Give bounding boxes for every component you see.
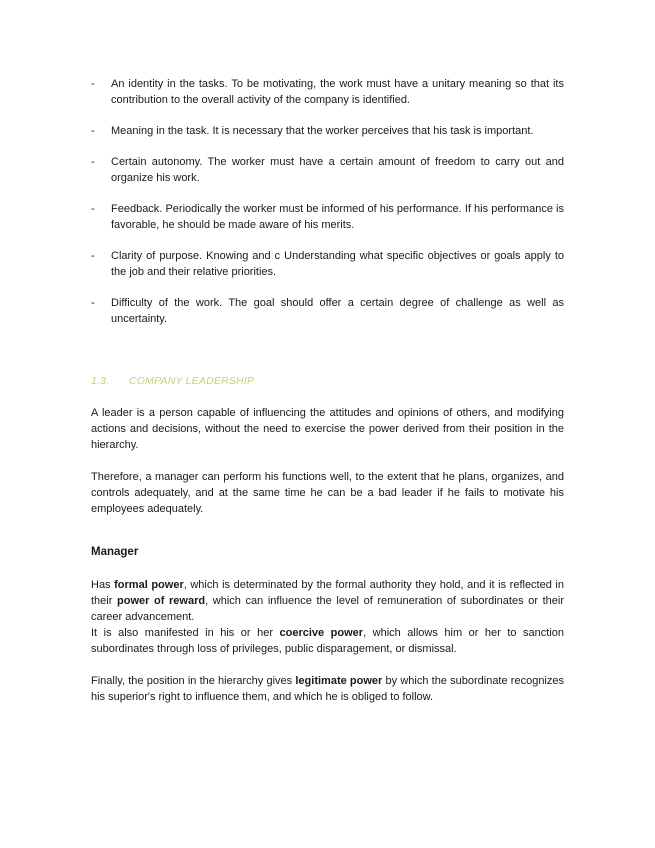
text-run: , which is determinated by the formal authority they hold, and it is reflected in their bbox=[91, 579, 564, 607]
bullet-item bbox=[91, 201, 564, 233]
text-run: Has bbox=[91, 579, 115, 591]
bullet-item bbox=[91, 248, 564, 280]
bullet-marker: - bbox=[91, 250, 95, 262]
term-coercive-power: coercive power bbox=[279, 627, 364, 639]
bullet-marker: - bbox=[91, 78, 95, 90]
paragraph-manager-vs-leader: Therefore, a manager can perform his functions well, to the extent that he plans, organizes, and controls adequately, and at the same time he can be a bad leader if he fails to motivate his employees adequately. bbox=[91, 471, 564, 515]
bullet-item bbox=[91, 295, 564, 327]
term-legitimate-power: legitimate power bbox=[295, 675, 383, 687]
bullet-item bbox=[91, 76, 564, 108]
text-run: , which allows him or her to sanction subordinates through loss of privileges, public disparagement, or dismissal. bbox=[91, 627, 565, 655]
bullet-text: Difficulty of the work. The goal should offer a certain degree of challenge as well as uncertainty. bbox=[111, 297, 564, 325]
bullet-item bbox=[91, 123, 564, 139]
paragraph-leader-definition: A leader is a person capable of influencing the attitudes and opinions of others, and modifying actions and decisions, without the need to exercise the power derived from their position in the hierarchy. bbox=[91, 407, 564, 451]
paragraph-formal-power bbox=[91, 577, 564, 625]
paragraph-legitimate-power bbox=[91, 673, 564, 705]
bullet-text: Certain autonomy. The worker must have a certain amount of freedom to carry out and organize his work. bbox=[111, 156, 564, 184]
bullet-marker: - bbox=[91, 156, 95, 168]
paragraph-coercive-power bbox=[91, 625, 564, 657]
section-number: 1.3. bbox=[91, 375, 110, 387]
bullet-text: Clarity of purpose. Knowing and c Understanding what specific objectives or goals apply to the job and their relative priorities. bbox=[111, 250, 564, 278]
bullet-marker: - bbox=[91, 125, 95, 137]
text-run: Finally, the position in the hierarchy gives bbox=[91, 675, 296, 687]
bullet-list bbox=[91, 76, 564, 342]
bullet-item bbox=[91, 154, 564, 186]
bullet-text: Feedback. Periodically the worker must be informed of his performance. If his performance is favorable, he should be made aware of his merits. bbox=[111, 203, 564, 231]
text-run: , which can influence the level of remuneration of subordinates or their career advancement. bbox=[91, 595, 564, 623]
term-power-of-reward: power of reward bbox=[117, 595, 206, 607]
text-run: by which the subordinate recognizes his superior's right to influence them, and which he is obliged to follow. bbox=[91, 675, 564, 703]
bullet-text: Meaning in the task. It is necessary that the worker perceives that his task is important. bbox=[111, 125, 534, 137]
bullet-marker: - bbox=[91, 297, 95, 309]
section-heading bbox=[91, 375, 254, 387]
bullet-marker: - bbox=[91, 203, 95, 215]
manager-heading: Manager bbox=[91, 546, 139, 558]
section-title: COMPANY LEADERSHIP bbox=[129, 375, 255, 387]
text-run: It is also manifested in his or her bbox=[91, 627, 280, 639]
term-formal-power: formal power bbox=[114, 579, 184, 591]
bullet-text: An identity in the tasks. To be motivating, the work must have a unitary meaning so that its contribution to the overall activity of the company is identified. bbox=[111, 78, 564, 106]
